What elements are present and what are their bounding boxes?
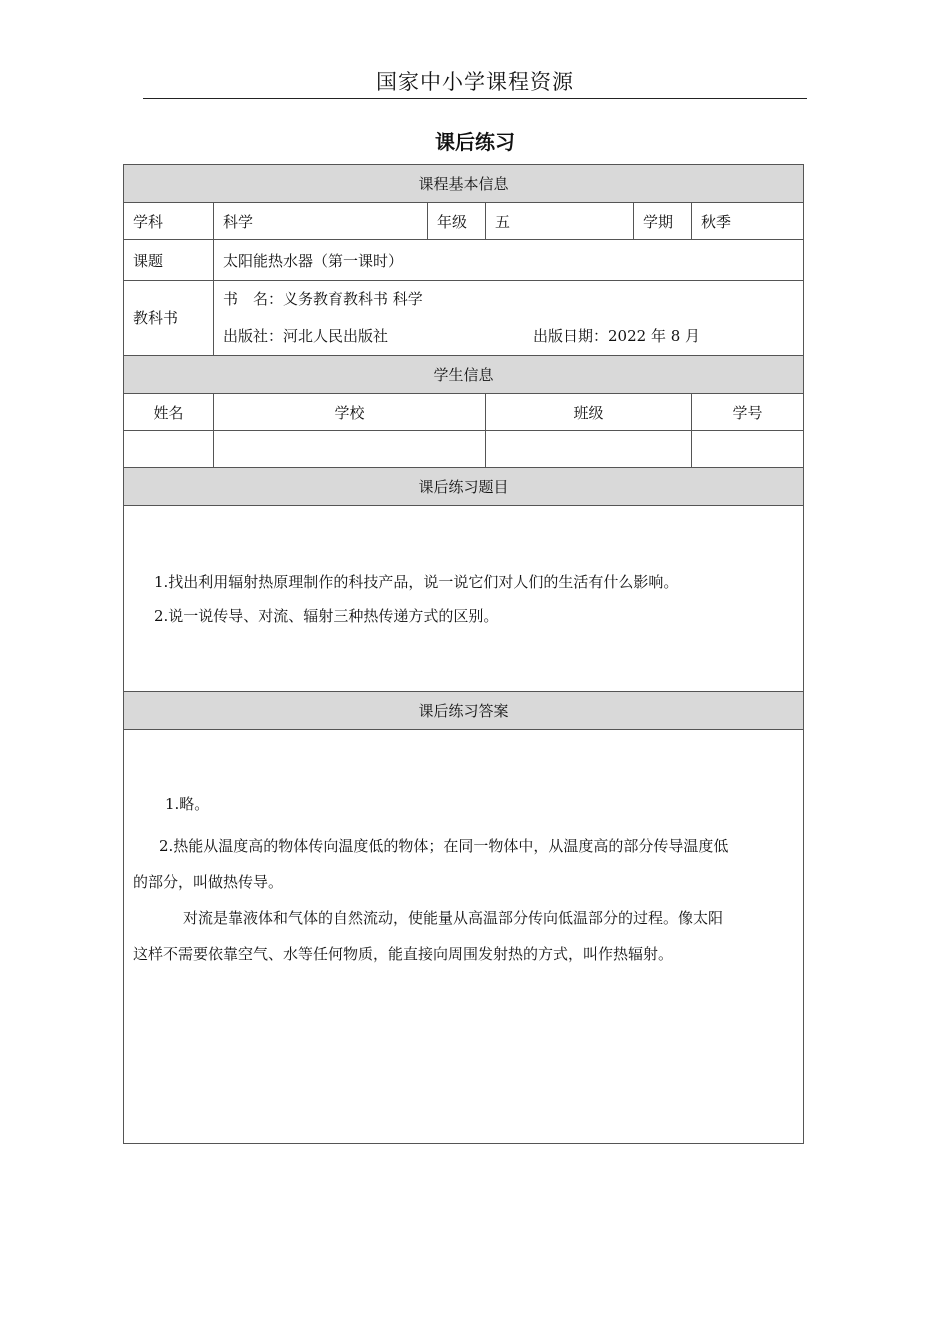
term-label: 学期 xyxy=(634,203,692,240)
course-info-header: 课程基本信息 xyxy=(124,165,804,203)
publisher: 出版社：河北人民出版社 xyxy=(223,327,389,345)
student-school-label: 学校 xyxy=(214,394,486,431)
publish-date: 出版日期：2022 年 8 月 xyxy=(533,327,701,345)
topic-label: 课题 xyxy=(124,240,214,281)
answer-2-line-1: 2.热能从温度高的物体传向温度低的物体；在同一物体中，从温度高的部分传导温度低 xyxy=(159,837,729,855)
student-school-field[interactable] xyxy=(214,431,486,468)
subject-value: 科学 xyxy=(214,203,428,240)
answer-2-line-2: 的部分，叫做热传导。 xyxy=(133,873,284,891)
student-info-header: 学生信息 xyxy=(124,356,804,394)
topic-value: 太阳能热水器（第一课时） xyxy=(214,240,804,281)
grade-value: 五 xyxy=(486,203,634,240)
student-id-field[interactable] xyxy=(692,431,804,468)
document-title: 课后练习 xyxy=(435,130,515,154)
grade-label: 年级 xyxy=(428,203,486,240)
textbook-label: 教科书 xyxy=(124,281,214,356)
answer-1: 1.略。 xyxy=(165,795,210,813)
header-rule xyxy=(143,98,807,99)
answers-body xyxy=(124,730,804,1144)
student-name-label: 姓名 xyxy=(124,394,214,431)
answers-header: 课后练习答案 xyxy=(124,692,804,730)
student-class-label: 班级 xyxy=(486,394,692,431)
student-class-field[interactable] xyxy=(486,431,692,468)
exercise-item: 1.找出利用辐射热原理制作的科技产品，说一说它们对人们的生活有什么影响。 xyxy=(154,572,679,591)
exercises-header: 课后练习题目 xyxy=(124,468,804,506)
answer-3-line-2: 这样不需要依靠空气、水等任何物质，能直接向周围发射热的方式，叫作热辐射。 xyxy=(133,945,674,963)
book-name: 书 名：义务教育教科书 科学 xyxy=(223,290,423,308)
term-value: 秋季 xyxy=(692,203,804,240)
exercises-body xyxy=(124,506,804,692)
answer-3-line-1: 对流是靠液体和气体的自然流动，使能量从高温部分传向低温部分的过程。像太阳 xyxy=(183,909,724,927)
student-id-label: 学号 xyxy=(692,394,804,431)
subject-label: 学科 xyxy=(124,203,214,240)
exercise-item: 2.说一说传导、对流、辐射三种热传递方式的区别。 xyxy=(154,606,499,625)
worksheet-table xyxy=(123,164,804,1144)
page-header-title: 国家中小学课程资源 xyxy=(376,70,574,94)
textbook-details xyxy=(214,281,804,356)
student-name-field[interactable] xyxy=(124,431,214,468)
